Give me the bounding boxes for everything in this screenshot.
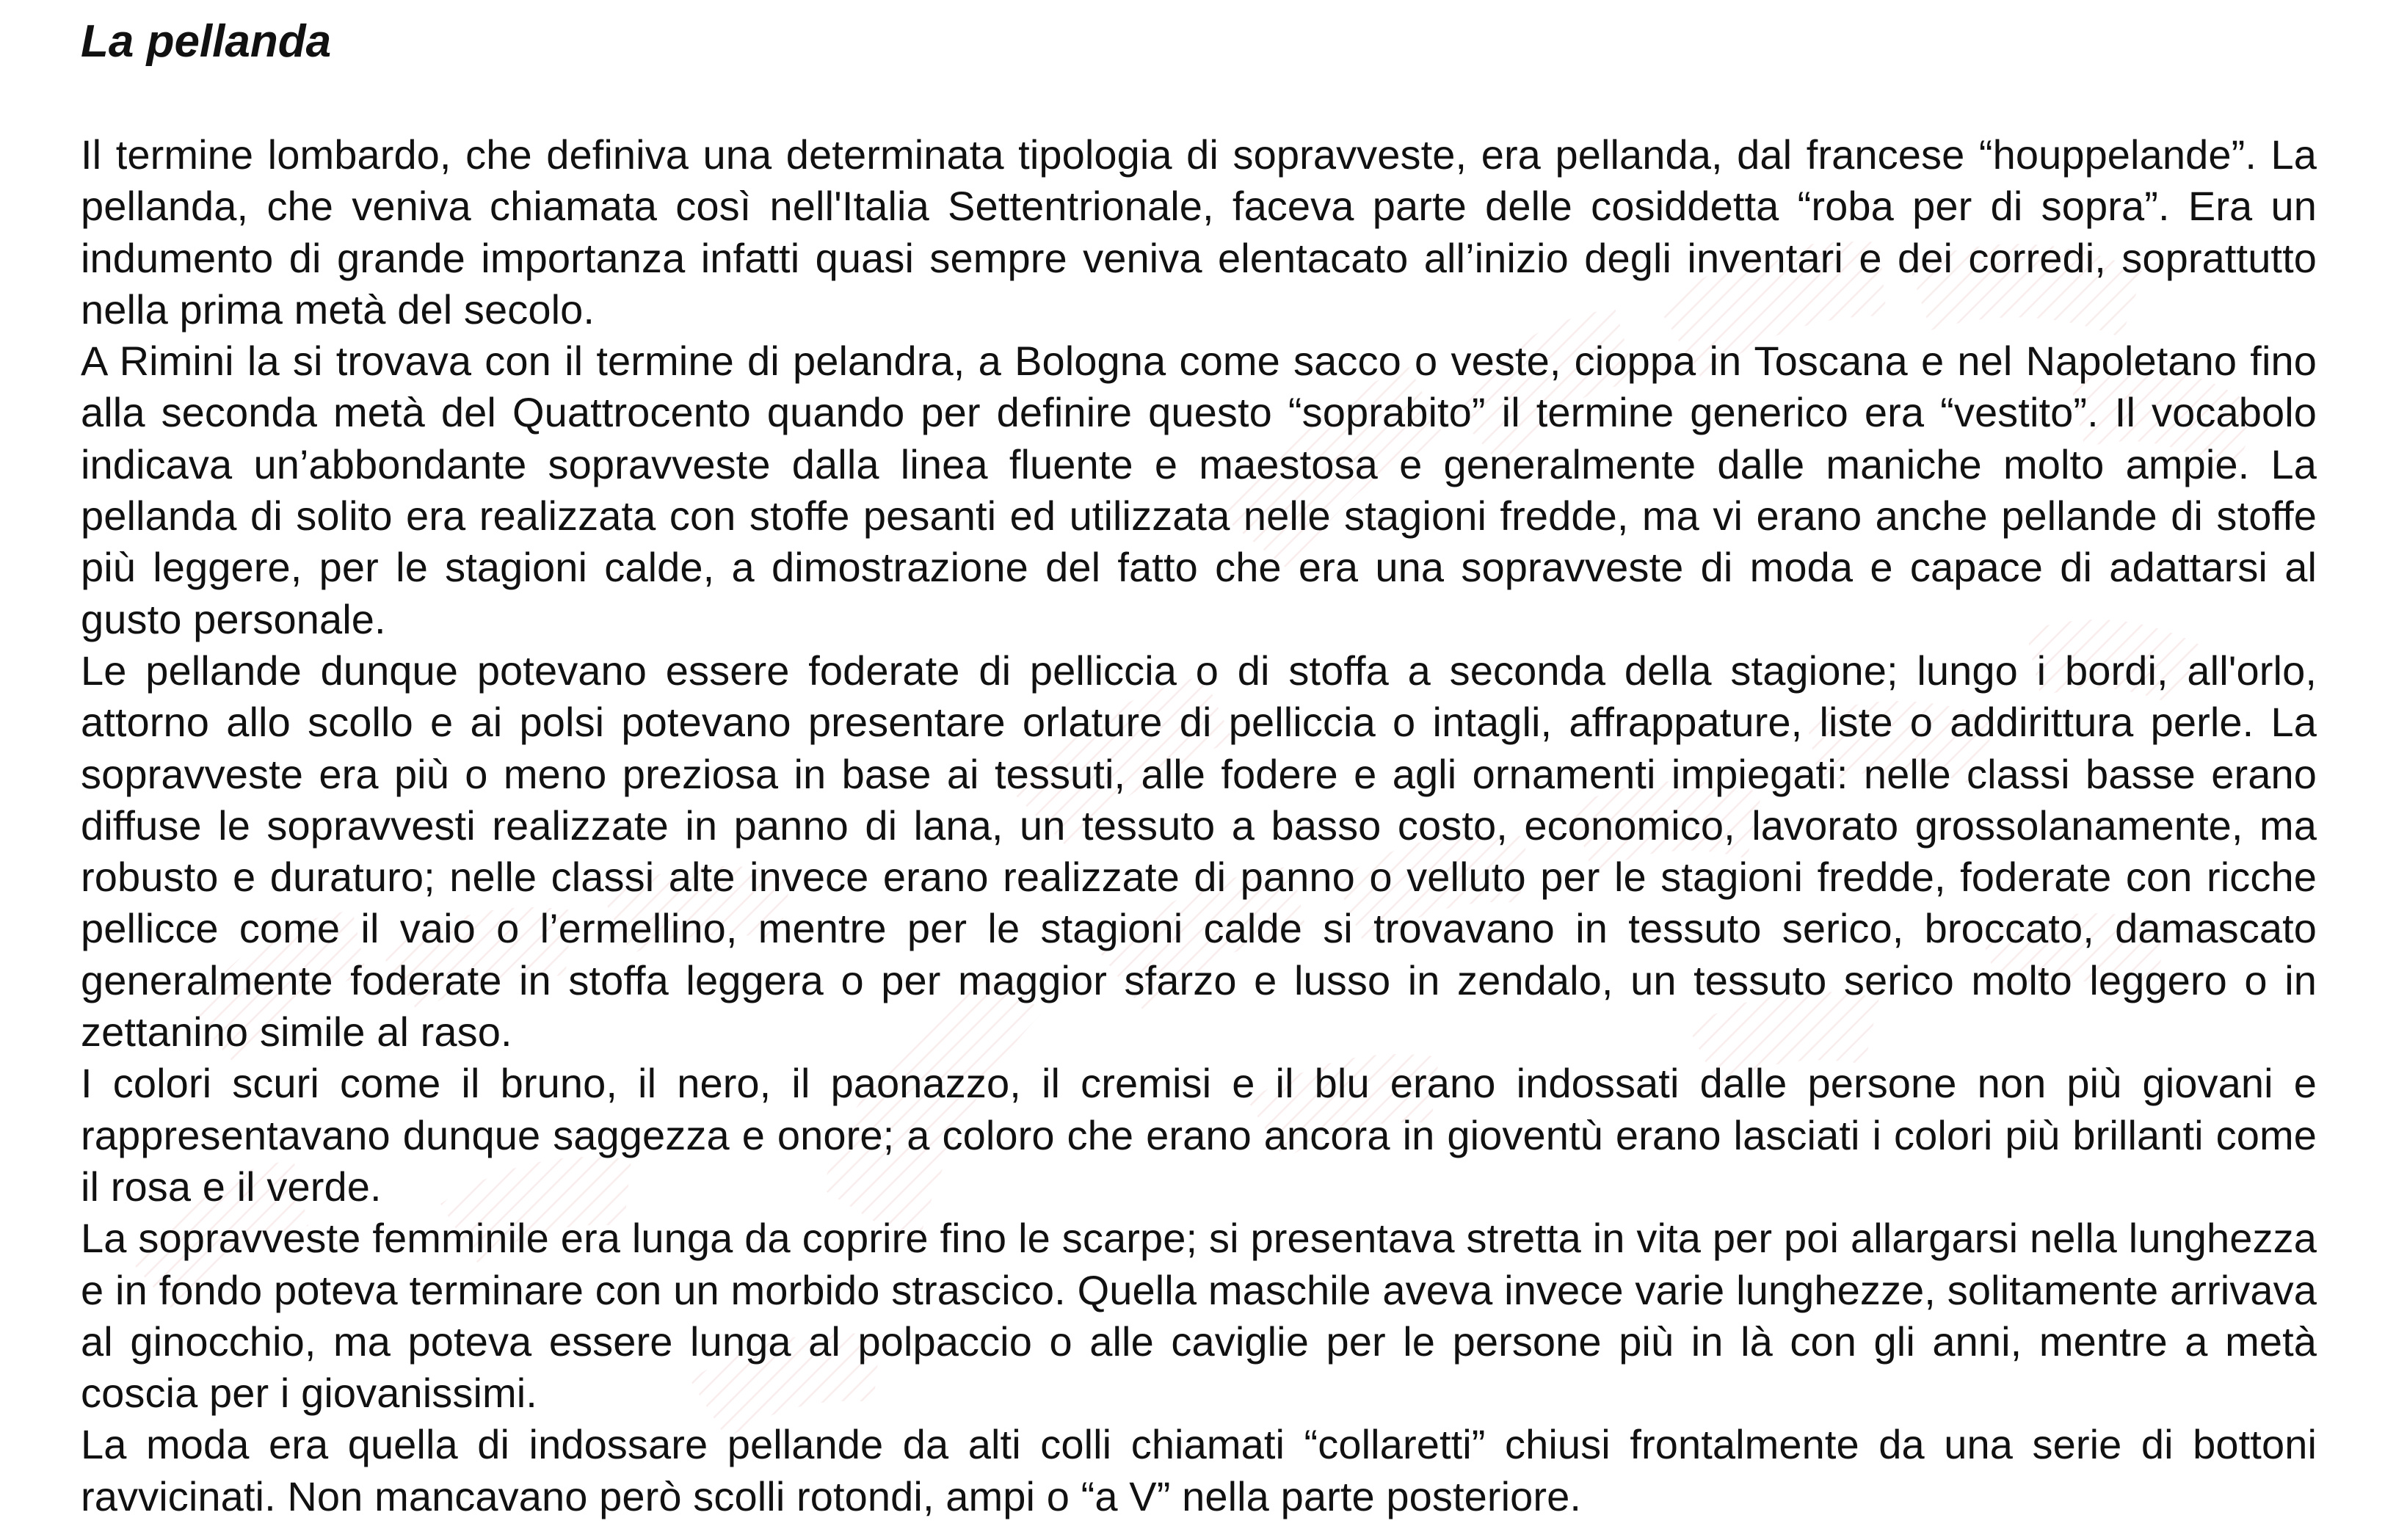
document-page	[81, 10, 2317, 1522]
paragraph-3: Le pellande dunque potevano essere foderate di pelliccia o di stoffa a seconda della stagione; lungo i bordi, all'orlo, attorno allo scollo e ai polsi potevano presentare orlature di pelliccia o intagli, affrappature, liste o addirittura perle. La sopravveste era più o meno preziosa in base ai tessuti, alle fodere e agli ornamenti impiegati: nelle classi basse erano diffuse le sopravvesti realizzate in panno di lana, un tessuto a basso costo, economico, lavorato grossolanamente, ma robusto e duraturo; nelle classi alte invece erano realizzate di panno o velluto per le stagioni fredde, foderate con ricche pellicce come il vaio o l’ermellino, mentre per le stagioni calde si trovavano in tessuto serico, broccato, damascato generalmente foderate in stoffa leggera o per maggior sfarzo e lusso in zendalo, un tessuto serico molto leggero o in zettanino simile al raso.	[81, 647, 2317, 1056]
document-title: La pellanda	[81, 16, 332, 67]
paragraph-5: La sopravveste femminile era lunga da coprire fino le scarpe; si presentava stretta in vita per poi allargarsi nella lunghezza e in fondo poteva terminare con un morbido strascico. Quella maschile aveva invece varie lunghezze, solitamente arrivava al ginocchio, ma poteva essere lunga al polpaccio o alle caviglie per le persone più in là con gli anni, mentre a metà coscia per i giovanissimi.	[81, 1215, 2317, 1417]
paragraph-4: I colori scuri come il bruno, il nero, il paonazzo, il cremisi e il blu erano indossati dalle persone non più giovani e rappresentavano dunque saggezza e onore; a coloro che erano ancora in gioventù erano lasciati i colori più brillanti come il rosa e il verde.	[81, 1060, 2317, 1210]
document-body	[81, 129, 2317, 1522]
paragraph-6: La moda era quella di indossare pellande da alti colli chiamati “collaretti” chiusi frontalmente da una serie di bottoni ravvicinati. Non mancavano però scolli rotondi, ampi o “a V” nella parte posteriore.	[81, 1421, 2317, 1519]
paragraph-1: Il termine lombardo, che definiva una determinata tipologia di sopravveste, era pellanda, dal francese “houppelande”. La pellanda, che veniva chiamata così nell'Italia Settentrionale, faceva parte delle cosiddetta “roba per di sopra”. Era un indumento di grande importanza infatti quasi sempre veniva elentacato all’inizio degli inventari e dei corredi, soprattutto nella prima metà del secolo.	[81, 131, 2317, 333]
paragraph-2: A Rimini la si trovava con il termine di pelandra, a Bologna come sacco o veste, cioppa in Toscana e nel Napoletano fino alla seconda metà del Quattrocento quando per definire questo “soprabito” il termine generico era “vestito”. Il vocabolo indicava un’abbondante sopravveste dalla linea fluente e maestosa e generalmente dalle maniche molto ampie. La pellanda di solito era realizzata con stoffe pesanti ed utilizzata nelle stagioni fredde, ma vi erano anche pellande di stoffe più leggere, per le stagioni calde, a dimostrazione del fatto che era una sopravveste di moda e capace di adattarsi al gusto personale.	[81, 338, 2317, 642]
